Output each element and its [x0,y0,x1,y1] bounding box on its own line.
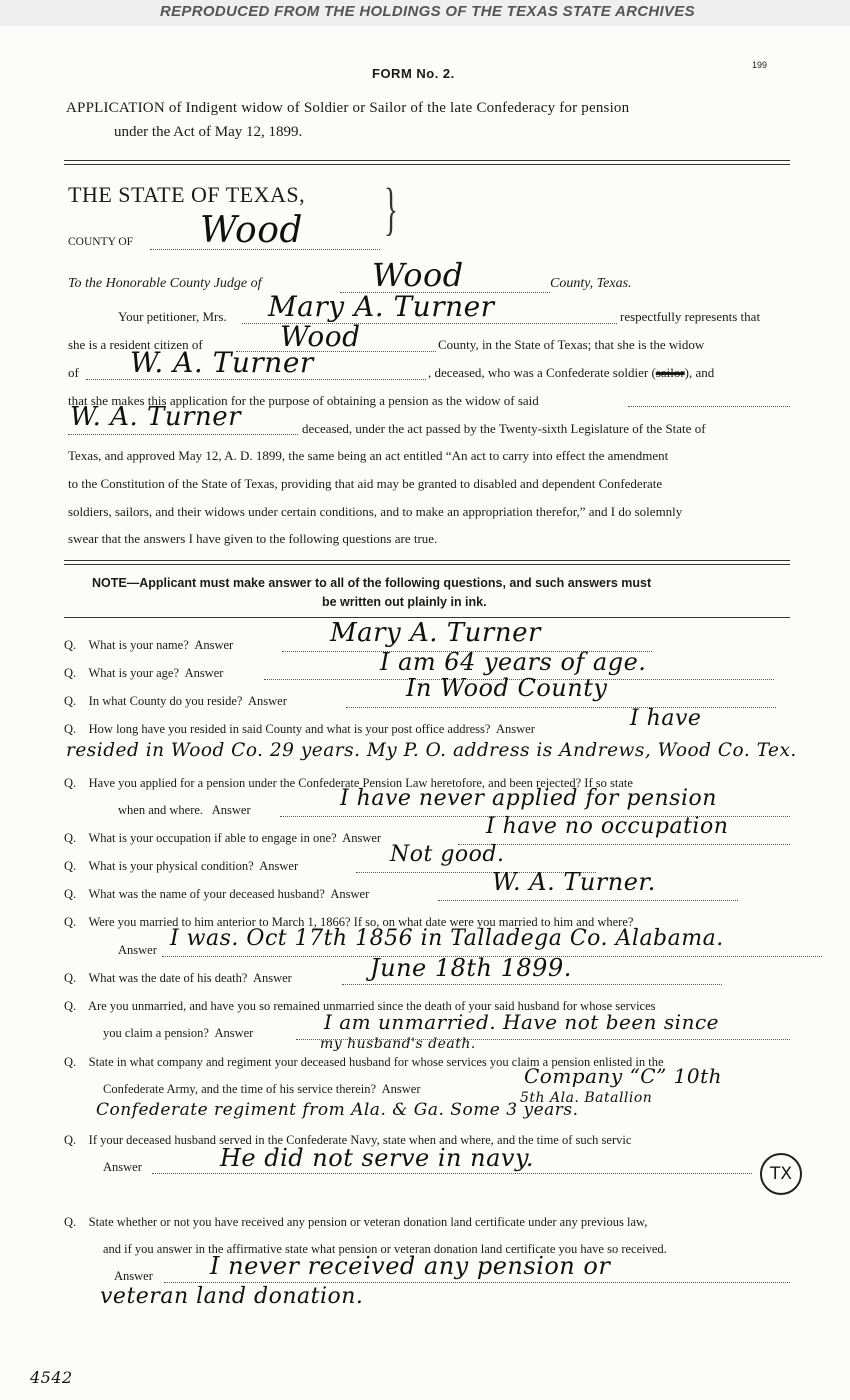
body-line2: to the Constitution of the State of Texas, providing that aid may be granted to disabled and dependent Confederate [68,476,663,491]
husband-name-2: W. A. Turner [70,402,242,432]
petitioner-name: Mary A. Turner [268,290,495,323]
answer-6: I have no occupation [486,814,729,839]
husband-name: W. A. Turner [130,346,314,379]
answer-label: Answer [118,943,157,957]
answer-12-extra: 5th Ala. Batallion [520,1090,653,1106]
husband-line-2 [68,434,298,435]
answer-label: Answer [248,694,287,708]
answer-label: Answer [330,887,370,901]
question-text: Have you applied for a pension under the Confederate Pension Law heretofore, and been rejected? If so state [88,776,633,790]
question-5-continued [118,803,251,818]
tx-stamp-text: TX [769,1164,793,1184]
answer-label: Answer [259,859,299,873]
answer-14: I never received any pension or [210,1252,611,1280]
answer-label: Answer [214,1026,254,1040]
question-text-2: you claim a pension? [103,1026,209,1040]
question-13-answer-row [103,1160,142,1175]
answer-line [152,1173,752,1174]
husband-line [86,379,426,380]
makes-application-text: that she makes this application for the purpose of obtaining a pension as the widow of said [68,393,539,408]
answer-label: Answer [342,831,382,845]
deceased-soldier-text: , deceased, who was a Confederate soldier ( [428,365,656,380]
of-label: of [68,365,79,380]
deceased-act-text: deceased, under the act passed by the Twenty-sixth Legislature of the State of [302,421,706,436]
answer-11: I am unmarried. Have not been since [324,1010,719,1034]
q-label: Q. [64,1133,77,1147]
answer-1: Mary A. Turner [330,618,541,648]
answer-13: He did not serve in navy. [220,1144,534,1172]
question-text: How long have you resided in said County and what is your post office address? [88,722,491,736]
answer-12-continued: Confederate regiment from Ala. & Ga. Some 3 years. [96,1100,579,1120]
question-text: What was the name of your deceased husband? [88,887,325,901]
question-11-continued [103,1026,253,1041]
question-text: What was the date of his death? [88,971,248,985]
question-text-2: when and where. [118,803,204,817]
question-text: State whether or not you have received any pension or veteran donation land certificate under any previous law, [88,1215,648,1229]
represents-text: respectfully represents that [620,309,761,324]
q-label: Q. [64,666,77,680]
note-line1: NOTE—Applicant must make answer to all of the following questions, and such answers must [92,576,652,590]
answer-label: Answer [114,1269,153,1283]
note-line2: be written out plainly in ink. [322,595,487,609]
to-judge-label: To the Honorable County Judge of [68,276,262,291]
answer-label: Answer [381,1082,421,1096]
county-texas: County, Texas. [550,276,632,291]
answer-14-continued: veteran land donation. [100,1284,364,1309]
question-3 [64,694,287,709]
answer-line [342,984,722,985]
form-number: FORM No. 2. [372,66,455,81]
q-label: Q. [64,831,77,845]
q-label: Q. [64,915,77,929]
deceased-soldier-line [428,365,714,381]
county-value: Wood [200,210,303,251]
resident-label: she is a resident citizen of [68,337,203,352]
question-6 [64,831,381,846]
answer-7: Not good. [390,842,505,867]
and-text: ), and [684,365,715,380]
form-title-line1: APPLICATION of Indigent widow of Soldier or Sailor of the late Confederacy for pension [66,100,630,116]
answer-line [346,707,776,708]
body-line4: swear that the answers I have given to the following questions are true. [68,531,438,546]
county-label: COUNTY OF [68,236,134,248]
q-label: Q. [64,999,77,1013]
state-heading: THE STATE OF TEXAS, [68,182,306,207]
question-8 [64,887,369,902]
question-text: What is your physical condition? [88,859,254,873]
answer-5: I have never applied for pension [340,786,717,811]
q-label: Q. [64,722,77,736]
question-14 [64,1215,647,1230]
question-text: Were you married to him anterior to March 1, 1866? If so, on what date were you married to him and where? [88,915,634,929]
answer-8: W. A. Turner. [492,868,656,896]
answer-line [164,1282,790,1283]
question-2 [64,666,223,681]
archive-number: 4542 [30,1368,73,1387]
q-label: Q. [64,1055,77,1069]
answer-line [458,844,790,845]
question-7 [64,859,298,874]
note-divider [64,560,790,565]
answer-10: June 18th 1899. [370,954,572,982]
answer-label: Answer [211,803,251,817]
q-label: Q. [64,1215,77,1229]
answer-4-continued: resided in Wood Co. 29 years. My P. O. address is Andrews, Wood Co. Tex. [66,740,797,761]
answer-label: Answer [103,1160,142,1174]
question-14-answer-row [114,1269,153,1284]
answer-line [438,900,738,901]
body-line3: soldiers, sailors, and their widows under certain conditions, and to make an appropriation therefor,” and I do solemnly [68,504,683,519]
q-label: Q. [64,859,77,873]
answer-label: Answer [496,722,535,736]
brace: } [384,176,398,241]
q-label: Q. [64,694,77,708]
question-text: What is your age? [88,666,180,680]
struck-word: sailor [655,365,685,380]
answer-11-continued: my husband's death. [320,1036,476,1052]
answer-12: Company “C” 10th [524,1064,723,1088]
q-label: Q. [64,887,77,901]
header-divider [64,160,790,165]
answer-label: Answer [252,971,292,985]
body-line1: Texas, and approved May 12, A. D. 1899, the same being an act entitled “An act to carry into effect the amendment [68,448,669,463]
tx-stamp [760,1153,802,1195]
question-text: State in what company and regiment your deceased husband for whose services you claim a pension enlisted in the [88,1055,664,1069]
page-number: 199 [752,60,768,70]
answer-3: In Wood County [406,674,608,702]
form-title-line2: under the Act of May 12, 1899. [114,124,303,140]
answer-label: Answer [184,666,224,680]
answer-2: I am 64 years of age. [380,648,647,676]
question-12-continued [103,1082,421,1097]
question-text: If your deceased husband served in the Confederate Navy, state when and where, and the time of such servic [88,1133,632,1147]
question-text-2: Confederate Army, and the time of his service therein? [103,1082,377,1096]
application-line [628,406,790,407]
q-label: Q. [64,638,77,652]
resident-county: Wood [280,320,361,353]
question-1 [64,638,233,653]
question-text: What is your occupation if able to engage in one? [88,831,337,845]
question-text: In what County do you reside? [88,694,243,708]
question-4 [64,722,535,737]
archives-banner: REPRODUCED FROM THE HOLDINGS OF THE TEXAS STATE ARCHIVES [160,3,695,20]
question-9-answer-row [118,943,157,958]
answer-4: I have [630,706,702,731]
county-state-text: County, in the State of Texas; that she is the widow [438,337,705,352]
answer-9: I was. Oct 17th 1856 in Talladega Co. Alabama. [170,926,724,951]
question-text: Are you unmarried, and have you so remained unmarried since the death of your said husband for whose services [87,999,656,1013]
question-text-2: and if you answer in the affirmative state what pension or veteran donation land certificate you have so received. [103,1242,667,1256]
q-label: Q. [64,971,77,985]
question-text: What is your name? [88,638,189,652]
answer-label: Answer [194,638,234,652]
petitioner-label: Your petitioner, Mrs. [118,309,227,324]
question-10 [64,971,292,986]
judge-county: Wood [372,256,464,294]
q-label: Q. [64,776,77,790]
